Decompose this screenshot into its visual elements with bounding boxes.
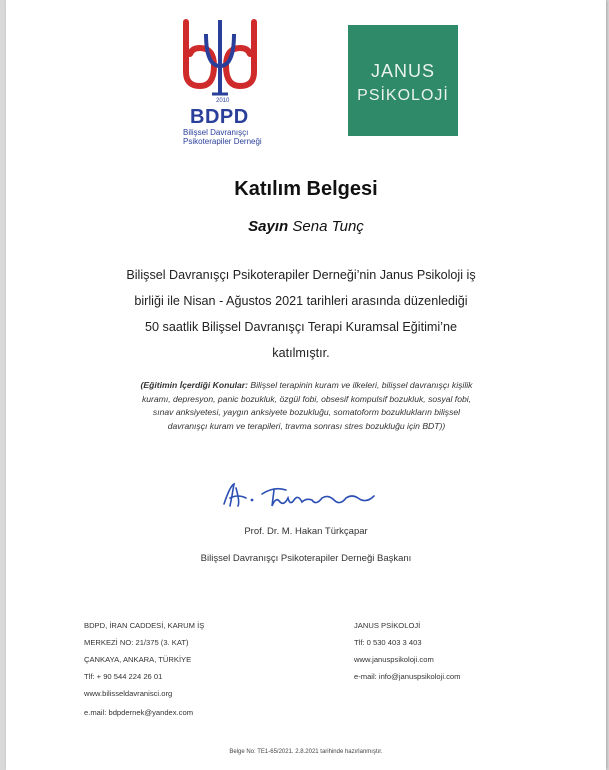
bdpd-acronym: BDPD (190, 106, 249, 128)
salutation-line (6, 218, 606, 235)
janus-website[interactable]: www.januspsikoloji.com (354, 655, 434, 664)
bdpd-website[interactable]: www.bilisseldavranisci.org (84, 689, 173, 698)
document-number-note: Belge No: TE1-65/2021. 2.8.2021 tarihinde hazırlanmıştır. (229, 749, 383, 755)
janus-email[interactable]: e-mail: info@januspsikoloji.com (354, 672, 461, 681)
bdpd-year: 2010 (216, 98, 230, 104)
certificate-body (86, 262, 516, 366)
body-line: katılmıştır. (272, 346, 330, 360)
content-line (114, 379, 499, 393)
recipient-name: Sena Tunç (292, 218, 364, 235)
content-label: (Eğitimin İçerdiği Konular: (140, 380, 248, 390)
signatory-name: Prof. Dr. M. Hakan Türkçapar (244, 526, 368, 537)
bdpd-logo (176, 14, 266, 146)
bdpd-address-line3: ÇANKAYA, ANKARA, TÜRKİYE (84, 655, 192, 664)
handwritten-signature (216, 476, 386, 516)
content-line: sınav anksiyetesi, yaygın anksiyete bozukluğu, somatoform bozuklukların bilişsel (152, 407, 461, 417)
janus-phone: Tlf: 0 530 403 3 403 (354, 638, 422, 647)
content-text: Bilişsel terapinin kuram ve ilkeleri, bilişsel davranışçı kişilik (250, 380, 473, 390)
janus-name: JANUS PSİKOLOJİ (354, 621, 421, 630)
bdpd-phone: Tlf: + 90 544 224 26 01 (84, 672, 163, 681)
janus-logo-subtitle: PSİKOLOJİ (357, 87, 449, 104)
janus-logo (348, 25, 458, 136)
bdpd-email[interactable]: e.mail: bdpdernek@yandex.com (84, 708, 194, 717)
body-line: birliği ile Nisan - Ağustos 2021 tarihleri arasında düzenlediği (134, 294, 468, 308)
certificate-page (6, 0, 606, 770)
salutation-word: Sayın (248, 218, 289, 235)
training-content-note (114, 379, 499, 433)
bdpd-subtitle-line2: Psikoterapiler Derneği (183, 137, 262, 146)
content-line: davranışçı kuram ve terapileri, travma sonrası stres bozukluğu için BDT)) (167, 420, 446, 431)
bdpd-psi-emblem (176, 14, 266, 104)
body-line: 50 saatlik Bilişsel Davranışçı Terapi Kuramsal Eğitimi’ne (145, 320, 457, 334)
certificate-title: Katılım Belgesi (234, 178, 378, 200)
janus-logo-title: JANUS (370, 61, 435, 81)
signatory-role: Bilişsel Davranışçı Psikoterapiler Derneği Başkanı (200, 553, 412, 564)
bdpd-address-line2: MERKEZİ NO: 21/375 (3. KAT) (84, 638, 189, 647)
bdpd-subtitle-line1: Bilişsel Davranışçı (183, 128, 249, 137)
body-line: Bilişsel Davranışçı Psikoterapiler Derneği’nin Janus Psikoloji iş (126, 268, 476, 282)
content-line: kuramı, depresyon, panic bozukluk, özgül fobi, obsesif kompulsif bozukluk, sosyal fobi, (141, 393, 472, 404)
bdpd-address-line1: BDPD, İRAN CADDESİ, KARUM İŞ (84, 621, 205, 630)
